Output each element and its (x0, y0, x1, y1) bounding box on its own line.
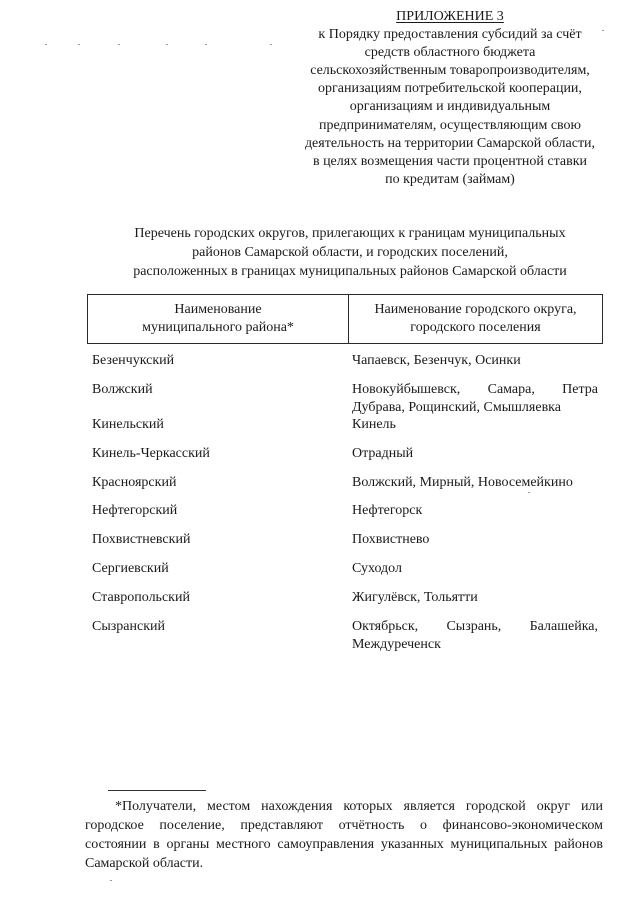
cities-line: Волжский, Мирный, Новосемейкино (352, 475, 573, 490)
heading-line: районов Самарской области, и городских поселений, (192, 245, 508, 260)
cities-cell (352, 531, 598, 549)
cities-cell (352, 589, 598, 607)
heading-line: расположенных в границах муниципальных районов Самарской области (133, 264, 567, 279)
cities-line: Междуреченск (352, 637, 441, 652)
heading-line: Перечень городских округов, прилегающих к границам муниципальных (134, 226, 566, 241)
district-name: Красноярский (92, 475, 177, 490)
appendix-line: к Порядку предоставления субсидий за счёт (318, 27, 582, 43)
appendix-line: организациям потребительской кооперации, (318, 81, 582, 97)
cities-line: Жигулёвск, Тольятти (352, 590, 478, 605)
cities-line: Отрадный (352, 446, 414, 461)
appendix-line: в целях возмещения части процентной ставки (312, 153, 588, 169)
table-row (92, 352, 607, 370)
header-district-line: Наименование (174, 302, 262, 317)
district-name: Сергиевский (92, 561, 169, 576)
table-row (92, 560, 607, 578)
table-header (87, 294, 603, 344)
table-row (92, 416, 607, 434)
cities-line: Чапаевск, Безенчук, Осинки (352, 353, 521, 368)
table-row (92, 531, 607, 549)
document-heading (85, 224, 615, 281)
footnote: *Получатели, местом нахождения которых является городской округ или городское поселение, представляют отчётность о финансово-экономическом состоянии в органы местного самоуправления указанных муниципальных районов Самарской области. (85, 799, 603, 871)
appendix-line: средств областного бюджета (364, 45, 536, 61)
cities-cell (352, 445, 598, 463)
appendix-line: деятельность на территории Самарской области, (304, 135, 596, 151)
table-row (92, 445, 607, 463)
district-name: Кинель-Черкасский (92, 446, 210, 461)
cities-line: Дубрава, Рощинский, Смышляевка (352, 400, 561, 415)
cities-line: Похвистнево (352, 532, 430, 547)
header-cities (349, 295, 602, 343)
table-row (92, 381, 607, 417)
cities-line: Октябрьск, Сызрань, Балашейка, (352, 619, 598, 634)
district-name: Ставропольский (92, 590, 190, 605)
header-cities-line: городского поселения (410, 320, 541, 335)
district-name: Волжский (92, 382, 153, 397)
cities-cell (352, 416, 598, 434)
appendix-line: сельскохозяйственным товаропроизводителям, (310, 63, 590, 79)
table-row (92, 618, 607, 654)
footnote-separator (108, 790, 206, 791)
appendix-line: предпринимателям, осуществляющим свою (318, 117, 582, 133)
header-district-line: муниципального района* (142, 320, 294, 335)
appendix-title: ПРИЛОЖЕНИЕ 3 (396, 9, 504, 24)
header-cities-line: Наименование городского округа, (374, 302, 577, 317)
appendix-line: организациям и индивидуальным (349, 99, 551, 115)
district-name: Нефтегорский (92, 503, 178, 518)
cities-cell (352, 474, 598, 492)
appendix-line: по кредитам (займам) (385, 171, 515, 187)
district-name: Похвистневский (92, 532, 191, 547)
table-row (92, 474, 607, 492)
district-name: Безенчукский (92, 353, 175, 368)
cities-line: Нефтегорск (352, 503, 423, 518)
cities-cell (352, 352, 598, 370)
appendix-block (290, 8, 610, 189)
cities-cell (352, 502, 598, 520)
cities-line: Кинель (352, 417, 396, 432)
table-row (92, 502, 607, 520)
cities-line: Суходол (352, 561, 402, 576)
cities-cell (352, 618, 598, 654)
cities-cell (352, 381, 598, 417)
district-name: Сызранский (92, 619, 165, 634)
table-row (92, 589, 607, 607)
header-district (88, 295, 349, 343)
district-name: Кинельский (92, 417, 164, 432)
cities-cell (352, 560, 598, 578)
cities-line: Новокуйбышевск, Самара, Петра (352, 382, 598, 397)
